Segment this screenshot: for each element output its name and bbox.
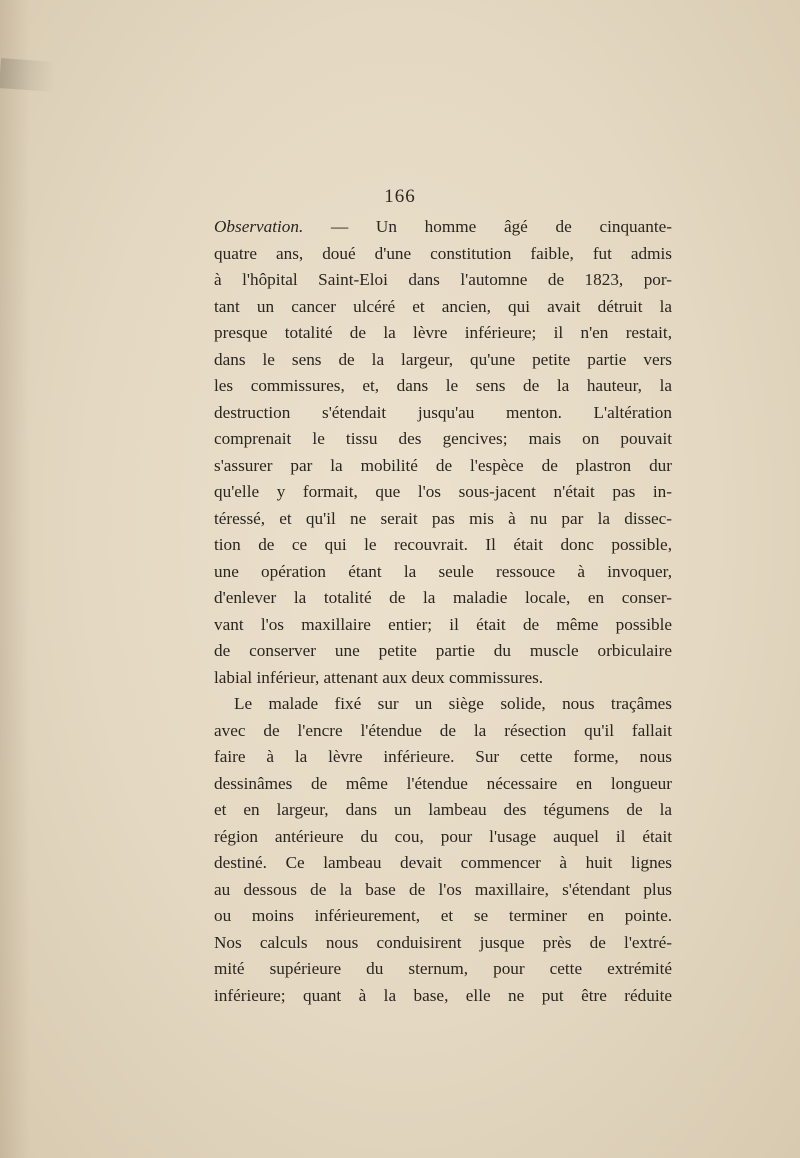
body-text: [214, 214, 672, 1009]
text-line: comprenait le tissu des gencives; mais on pouvait: [214, 429, 672, 448]
text-line: labial inférieur, attenant aux deux commissures.: [214, 667, 544, 687]
text-line: téressé, et qu'il ne serait pas mis à nu par la dissec-: [214, 508, 672, 528]
text-line: et en largeur, dans un lambeau des tégumens de la: [214, 800, 672, 819]
text-line: de conserver une petite partie du muscle orbiculaire: [214, 641, 672, 660]
text-line: faire à la lèvre inférieure. Sur cette forme, nous: [214, 747, 672, 766]
text-line: avec de l'encre l'étendue de la résection qu'il fallait: [214, 720, 672, 740]
text-line: au dessous de la base de l'os maxillaire, s'étendant plus: [214, 879, 672, 899]
text-line: s'assurer par la mobilité de l'espèce de plastron dur: [214, 455, 672, 475]
text-line: ou moins inférieurement, et se terminer en pointe.: [214, 906, 672, 925]
page-stain: [0, 58, 56, 92]
text-line: les commissures, et, dans le sens de la hauteur, la: [214, 376, 672, 395]
text-line: d'enlever la totalité de la maladie locale, en conser-: [214, 588, 672, 607]
text-line: destiné. Ce lambeau devait commencer à huit lignes: [214, 853, 672, 872]
text-line: inférieure; quant à la base, elle ne put être réduite: [214, 985, 672, 1005]
text-line: région antérieure du cou, pour l'usage auquel il était: [214, 826, 672, 846]
text-line: mité supérieure du sternum, pour cette extrémité: [214, 959, 672, 978]
text-line: dans le sens de la largeur, qu'une petite partie vers: [214, 349, 672, 369]
text-line: Le malade fixé sur un siège solide, nous traçâmes: [234, 694, 672, 713]
text-line: [214, 214, 672, 241]
text-line: qu'elle y formait, que l'os sous-jacent n'était pas in-: [214, 482, 672, 501]
text-line: à l'hôpital Saint-Eloi dans l'automne de 1823, por-: [214, 270, 672, 289]
text-line: quatre ans, doué d'une constitution faible, fut admis: [214, 243, 672, 263]
text-line: une opération étant la seule ressouce à invoquer,: [214, 561, 672, 581]
observation-label: Observation.: [214, 217, 304, 236]
page-number: 166: [384, 186, 416, 207]
text-line: dessinâmes de même l'étendue nécessaire en longueur: [214, 773, 672, 793]
text-line-content: — Un homme âgé de cinquante-: [331, 217, 672, 236]
page-edge-shadow: [0, 0, 30, 1158]
text-line: destruction s'étendait jusqu'au menton. L'altération: [214, 402, 672, 422]
text-line: Nos calculs nous conduisirent jusque près de l'extré-: [214, 932, 672, 952]
text-line: presque totalité de la lèvre inférieure; il n'en restait,: [214, 323, 672, 342]
text-line: tant un cancer ulcéré et ancien, qui avait détruit la: [214, 296, 672, 316]
text-line: vant l'os maxillaire entier; il était de même possible: [214, 614, 672, 634]
text-line: tion de ce qui le recouvrait. Il était donc possible,: [214, 535, 672, 554]
